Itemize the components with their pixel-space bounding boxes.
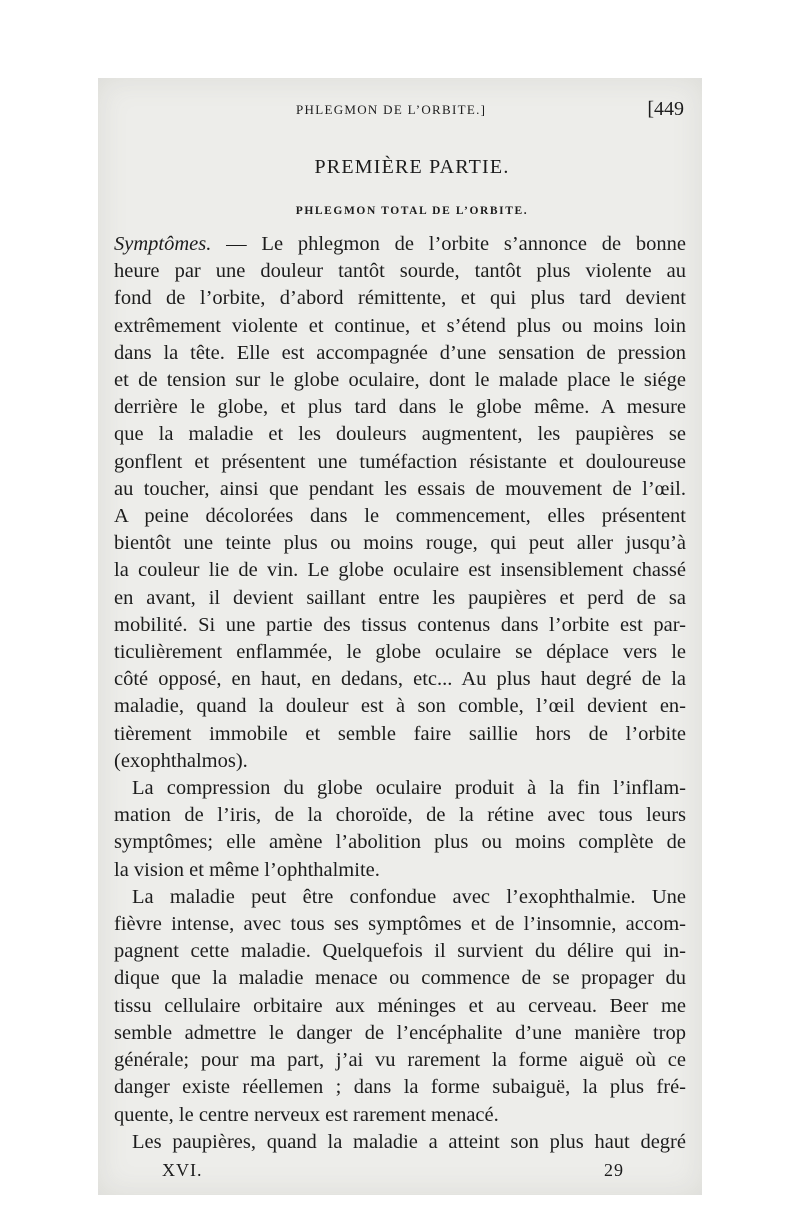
text-line: pagnent cette maladie. Quelquefois il survient du délire qui in-	[114, 940, 686, 963]
page-footer	[114, 1158, 686, 1188]
text-line: La compression du globe oculaire produit à la fin l’inflam-	[132, 777, 686, 800]
text-line: et de tension sur le globe oculaire, dont le malade place le siége	[114, 369, 686, 392]
part-title: PREMIÈRE PARTIE.	[314, 156, 510, 178]
text-line: maladie, quand la douleur est à son comble, l’œil devient en-	[114, 695, 686, 718]
book-page	[114, 98, 686, 1188]
text-line: extrêmement violente et continue, et s’étend plus ou moins loin	[114, 314, 686, 337]
text-line: Les paupières, quand la maladie a atteint son plus haut degré	[132, 1130, 686, 1153]
text-line: gonflent et présentent une tuméfaction résistante et douloureuse	[114, 450, 686, 473]
text-line: fond de l’orbite, d’abord rémittente, et qui plus tard devient	[114, 287, 686, 310]
text-line: fièvre intense, avec tous ses symptômes et de l’insomnie, accom-	[114, 913, 686, 936]
running-head	[114, 98, 686, 122]
text-line: quente, le centre nerveux est rarement menacé.	[114, 1103, 499, 1126]
text-line: que la maladie et les douleurs augmentent, les paupières se	[114, 423, 686, 446]
text-line: symptômes; elle amène l’abolition plus ou moins complète de	[114, 831, 686, 854]
text-line: en avant, il devient saillant entre les paupières et perd de sa	[114, 586, 686, 609]
text-line: heure par une douleur tantôt sourde, tantôt plus violente au	[114, 260, 686, 283]
page-number-top: [449	[647, 98, 684, 120]
text-line: derrière le globe, et plus tard dans le globe même. A mesure	[114, 396, 686, 419]
paragraph	[114, 775, 686, 884]
section-title: PHLEGMON TOTAL DE L’ORBITE.	[295, 205, 529, 217]
signature-mark: XVI.	[162, 1159, 203, 1180]
text-line: la vision et même l’ophthalmite.	[114, 858, 380, 881]
text-line: mation de l’iris, de la choroïde, de la rétine avec tous leurs	[114, 804, 686, 827]
text-line: Symptômes. — Le phlegmon de l’orbite s’annonce de bonne	[114, 233, 686, 255]
text-line: danger existe réellemen ; dans la forme subaiguë, la plus fré-	[114, 1076, 686, 1099]
text-line: (exophthalmos).	[114, 749, 248, 772]
body-text	[114, 231, 686, 1156]
text-line: bientôt une teinte plus ou moins rouge, qui peut aller jusqu’à	[114, 532, 686, 555]
text-line: La maladie peut être confondue avec l’exophthalmie. Une	[132, 885, 686, 908]
page-number-bottom: 29	[604, 1159, 624, 1180]
paragraph	[114, 231, 686, 775]
paragraph	[114, 1129, 686, 1156]
text-line: côté opposé, en haut, en dedans, etc... Au plus haut degré de la	[114, 668, 686, 691]
text-line: ticulièrement enflammée, le globe oculaire se déplace vers le	[114, 641, 686, 664]
running-title: PHLEGMON DE L’ORBITE.]	[296, 102, 487, 117]
text-line: A peine décolorées dans le commencement, elles présentent	[114, 505, 686, 528]
text-line: tissu cellulaire orbitaire aux méninges et au cerveau. Beer me	[114, 994, 686, 1017]
text-line: dique que la maladie menace ou commence de se propager du	[114, 967, 686, 990]
text-line: tièrement immobile et semble faire saillie hors de l’orbite	[114, 722, 686, 745]
text-line: au toucher, ainsi que pendant les essais de mouvement de l’œil.	[114, 477, 686, 500]
paragraph	[114, 884, 686, 1129]
text-line: générale; pour ma part, j’ai vu rarement la forme aiguë où ce	[114, 1049, 686, 1072]
text-line: la couleur lie de vin. Le globe oculaire est insensiblement chassé	[114, 559, 686, 582]
text-line: mobilité. Si une partie des tissus contenus dans l’orbite est par-	[114, 613, 686, 636]
text-line: semble admettre le danger de l’encéphalite d’une manière trop	[114, 1021, 686, 1044]
text-line: dans la tête. Elle est accompagnée d’une sensation de pression	[114, 341, 686, 364]
